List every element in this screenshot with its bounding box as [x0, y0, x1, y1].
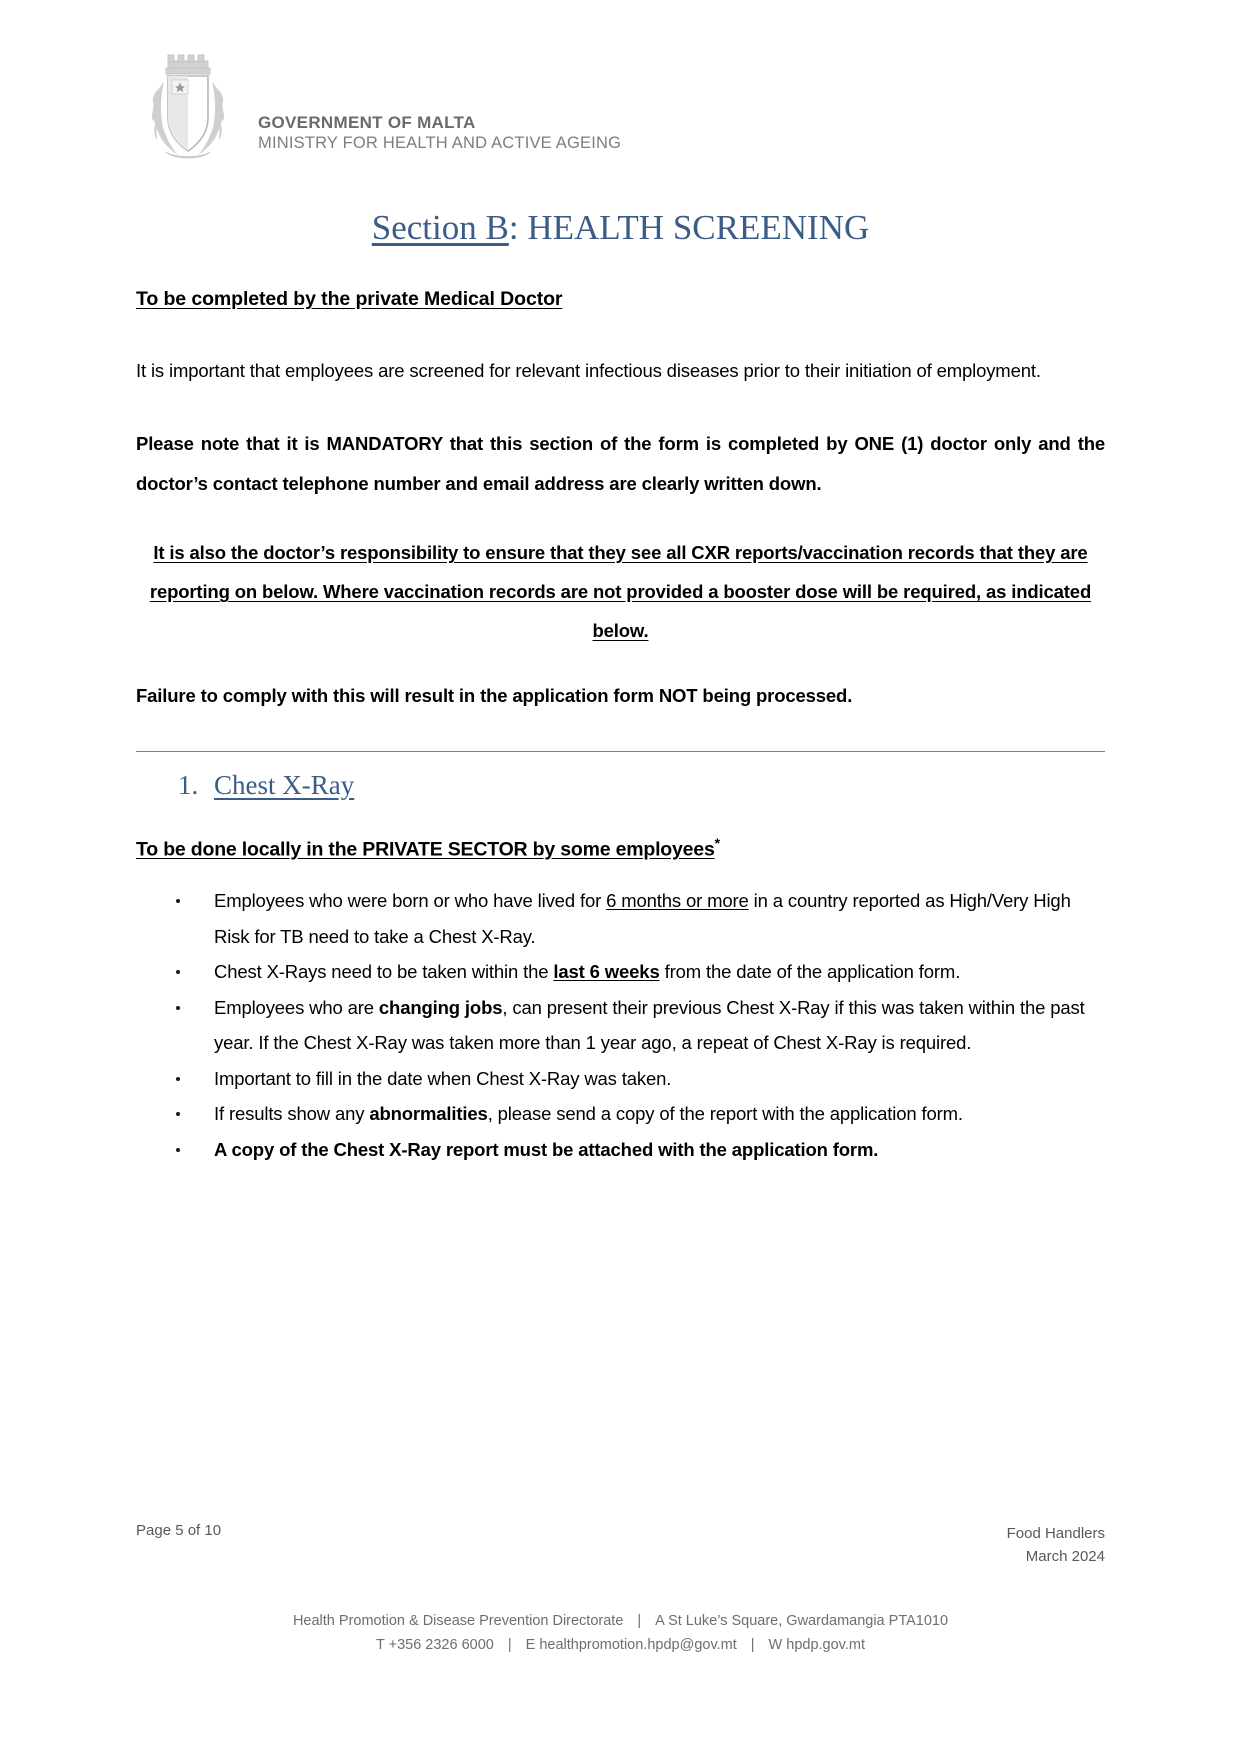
- website-text: W hpdp.gov.mt: [768, 1636, 865, 1653]
- page-number-label: Page 5 of 10: [136, 1522, 222, 1539]
- list-item-text: Employees who are: [214, 996, 379, 1018]
- list-item-text: Important to fill in the date when Chest X-Ray was taken.: [214, 1067, 672, 1089]
- letterhead-text: [258, 52, 621, 155]
- sector-heading: [136, 835, 1105, 862]
- footer-separator: |: [637, 1613, 642, 1629]
- footer-doc-info: [1007, 1522, 1105, 1569]
- list-item-text: Chest X-Rays need to be taken within the: [214, 961, 554, 983]
- footer-separator-3: |: [750, 1636, 755, 1653]
- list-item: [136, 1061, 1105, 1097]
- list-item-text: A copy of the Chest X-Ray report must be attached with the application form.: [214, 1138, 879, 1160]
- telephone-text: T +356 2326 6000: [375, 1636, 494, 1653]
- list-item-text: in a country reported as High/Very High Risk for TB need to take a Chest X-Ray.: [214, 890, 1071, 947]
- sector-heading-label: To be done locally in the PRIVATE SECTOR by some employees: [136, 838, 715, 861]
- address-text: A St Luke’s Square, Gwardamangia PTA1010: [655, 1613, 949, 1629]
- list-item-emphasis: abnormalities: [369, 1103, 488, 1125]
- list-item: [136, 1132, 1105, 1168]
- list-item-emphasis: last 6 weeks: [553, 961, 660, 983]
- failure-paragraph: Failure to comply with this will result in the application form NOT being processed.: [136, 684, 853, 706]
- page-title-rest: : HEALTH SCREENING: [508, 208, 870, 247]
- list-item-text: , can present their previous Chest X-Ray if this was taken within the past year. If the Chest X-Ray was taken more than 1 year ago, a repeat of Chest X-Ray is required.: [214, 996, 1085, 1054]
- directorate-name: Health Promotion & Disease Prevention Directorate: [292, 1613, 624, 1629]
- section-heading-label: Chest X-Ray: [214, 769, 355, 800]
- malta-coat-of-arms-icon: [142, 52, 234, 162]
- list-item-text: from the date of the application form.: [659, 961, 961, 983]
- page-title-section: Section B: [371, 208, 509, 247]
- contact-footer-line-2: [136, 1634, 1105, 1658]
- list-item-emphasis: 6 months or more: [606, 890, 749, 912]
- section-number: 1.: [178, 769, 199, 800]
- sector-heading-asterisk: *: [714, 834, 720, 851]
- chest-xray-bullet-list: [136, 883, 1105, 1167]
- page-footer: [136, 1522, 1105, 1569]
- section-divider: [136, 751, 1105, 752]
- ministry-line: MINISTRY FOR HEALTH AND ACTIVE AGEING: [258, 134, 622, 153]
- list-item: [136, 883, 1105, 954]
- email-text: E healthpromotion.hpdp@gov.mt: [525, 1636, 737, 1653]
- intro-paragraph: It is important that employees are screened for relevant infectious diseases prior to their initiation of employment.: [136, 360, 1041, 382]
- subheading: To be completed by the private Medical Doctor: [136, 288, 563, 311]
- footer-separator-2: |: [507, 1636, 512, 1653]
- mandatory-paragraph: Please note that it is MANDATORY that this section of the form is completed by ONE (1) doctor only and the doctor’s contact telephone number and email address are clearly written down.: [136, 433, 1105, 494]
- contact-footer: [136, 1610, 1105, 1658]
- list-item: [136, 990, 1105, 1061]
- list-item: [136, 954, 1105, 990]
- list-item: [136, 1096, 1105, 1132]
- list-item-text: , please send a copy of the report with the application form.: [487, 1103, 963, 1125]
- list-item-text: If results show any: [214, 1103, 370, 1125]
- government-line: GOVERNMENT OF MALTA: [258, 113, 476, 132]
- responsibility-paragraph: It is also the doctor’s responsibility to ensure that they see all CXR reports/vaccination records that they are reporting on below. Where vaccination records are not provided a booster dose will be required, as indicated below.: [149, 541, 1092, 642]
- footer-doc-name: Food Handlers: [1006, 1525, 1105, 1542]
- page-title: [136, 208, 1105, 248]
- list-item-text: Employees who were born or who have lived for: [214, 890, 607, 912]
- section-heading: [136, 770, 1105, 801]
- footer-doc-date: March 2024: [1025, 1548, 1105, 1566]
- list-item-emphasis: changing jobs: [378, 996, 503, 1018]
- letterhead: [136, 0, 1105, 172]
- contact-footer-line-1: [136, 1610, 1105, 1634]
